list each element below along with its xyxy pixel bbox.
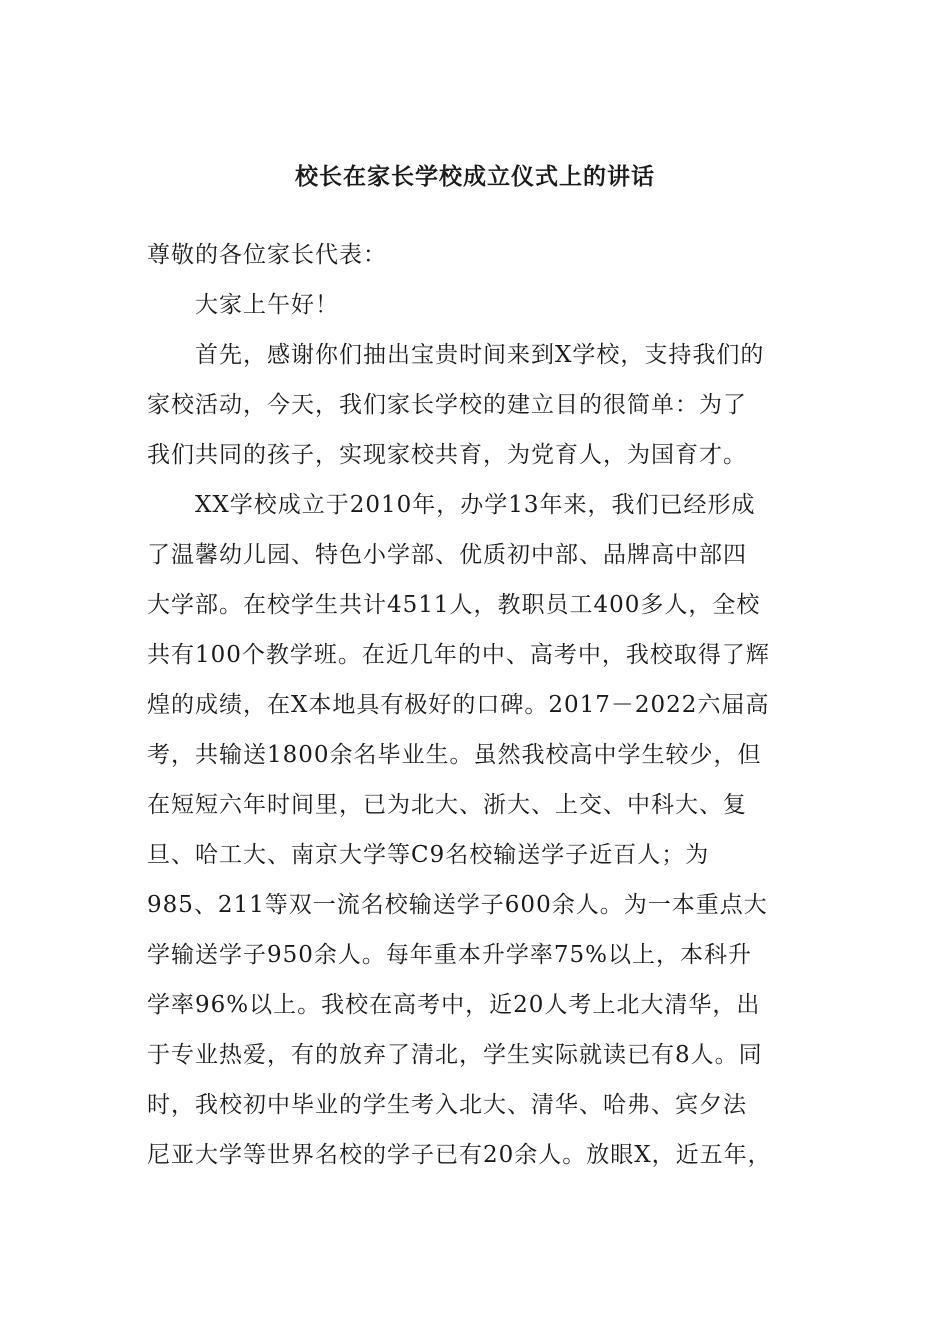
text-line: 共有100个教学班。在近几年的中、高考中，我校取得了辉 (147, 642, 770, 668)
document-title: 校长在家长学校成立仪式上的讲话 (295, 163, 655, 190)
text-line: 985、211等双一流名校输送学子600余人。为一本重点大 (147, 892, 768, 918)
text-line: 于专业热爱，有的放弃了清北，学生实际就读已有8人。同 (147, 1042, 763, 1068)
text-line: XX学校成立于2010年，办学13年来，我们已经形成 (195, 492, 756, 518)
text-line: 考，共输送1800余名毕业生。虽然我校高中学生较少，但 (147, 742, 762, 768)
salutation: 尊敬的各位家长代表： (147, 242, 387, 268)
text-line: 尼亚大学等世界名校的学子已有20余人。放眼X，近五年， (147, 1142, 772, 1168)
text-line: 时，我校初中毕业的学生考入北大、清华、哈弗、宾夕法 (147, 1092, 747, 1118)
text-line: 家校活动，今天，我们家长学校的建立目的很简单：为了 (147, 392, 747, 418)
text-line: 大学部。在校学生共计4511人，教职员工400多人，全校 (147, 592, 761, 618)
document-body (147, 288, 827, 1188)
text-line: 首先，感谢你们抽出宝贵时间来到X学校，支持我们的 (195, 342, 765, 368)
text-line: 在短短六年时间里，已为北大、浙大、上交、中科大、复 (147, 792, 747, 818)
text-line: 学率96%以上。我校在高考中，近20人考上北大清华，出 (147, 992, 761, 1018)
text-line: 旦、哈工大、南京大学等C9名校输送学子近百人；为 (147, 842, 710, 868)
text-line: 煌的成绩，在X本地具有极好的口碑。2017－2022六届高 (147, 692, 770, 718)
text-line: 了温馨幼儿园、特色小学部、优质初中部、品牌高中部四 (147, 542, 747, 568)
text-line: 大家上午好！ (195, 292, 339, 318)
text-line: 学输送学子950余人。每年重本升学率75%以上，本科升 (147, 942, 753, 968)
text-line: 我们共同的孩子，实现家校共育，为党育人，为国育才。 (147, 442, 747, 468)
